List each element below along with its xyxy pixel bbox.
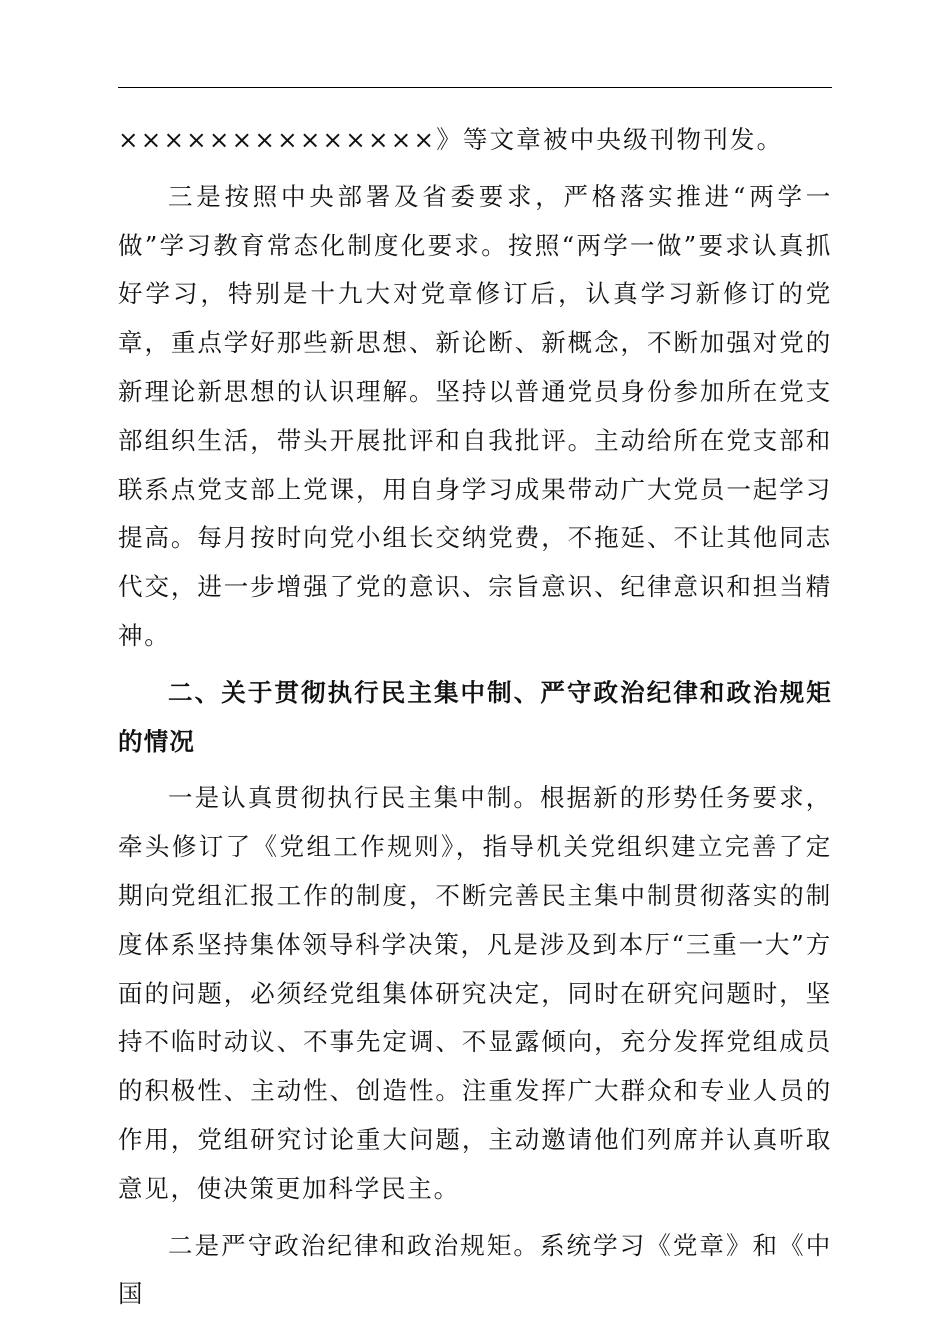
paragraph-gap — [118, 766, 832, 774]
paragraph-item-three: 三是按照中央部署及省委要求，严格落实推进“两学一做”学习教育常态化制度化要求。按照“两学一做”要求认真抓好学习，特别是十九大对党章修订后，认真学习新修订的党章，重点学好那些新思想、新论断、新概念，不断加强对党的新理论新思想的认识理解。坚持以普通党员身份参加所在党支部组织生活，带头开展批评和自我批评。主动给所在党支部和联系点党支部上党课，用自身学习成果带动广大党员一起学习提高。每月按时向党小组长交纳党费，不拖延、不让其他同志代交，进一步增强了党的意识、宗旨意识、纪律意识和担当精神。 — [118, 181, 832, 650]
paragraph-gap — [118, 165, 832, 173]
header-rule — [118, 87, 832, 88]
paragraph-gap — [118, 1214, 832, 1222]
section-heading-two: 二、关于贯彻执行民主集中制、严守政治纪律和政治规矩的情况 — [118, 677, 832, 756]
paragraph-continuation: ××××××××××××××》等文章被中央级刊物刊发。 — [118, 125, 784, 154]
paragraph-item-one: 一是认真贯彻执行民主集中制。根据新的形势任务要求，牵头修订了《党组工作规则》，指导机关党组织建立完善了定期向党组汇报工作的制度，不断完善民主集中制贯彻落实的制度体系坚持集体领导科学决策，凡是涉及到本厅“三重一大”方面的问题，必须经党组集体研究决定，同时在研究问题时，坚持不临时动议、不事先定调、不显露倾向，充分发挥党组成员的积极性、主动性、创造性。注重发挥广大群众和专业人员的作用，党组研究讨论重大问题，主动邀请他们列席并认真听取意见，使决策更加科学民主。 — [118, 783, 832, 1203]
paragraph-gap — [118, 661, 832, 669]
document-body — [118, 116, 832, 1319]
paragraph-item-two: 二是严守政治纪律和政治规矩。系统学习《党章》和《中国 — [118, 1230, 832, 1309]
